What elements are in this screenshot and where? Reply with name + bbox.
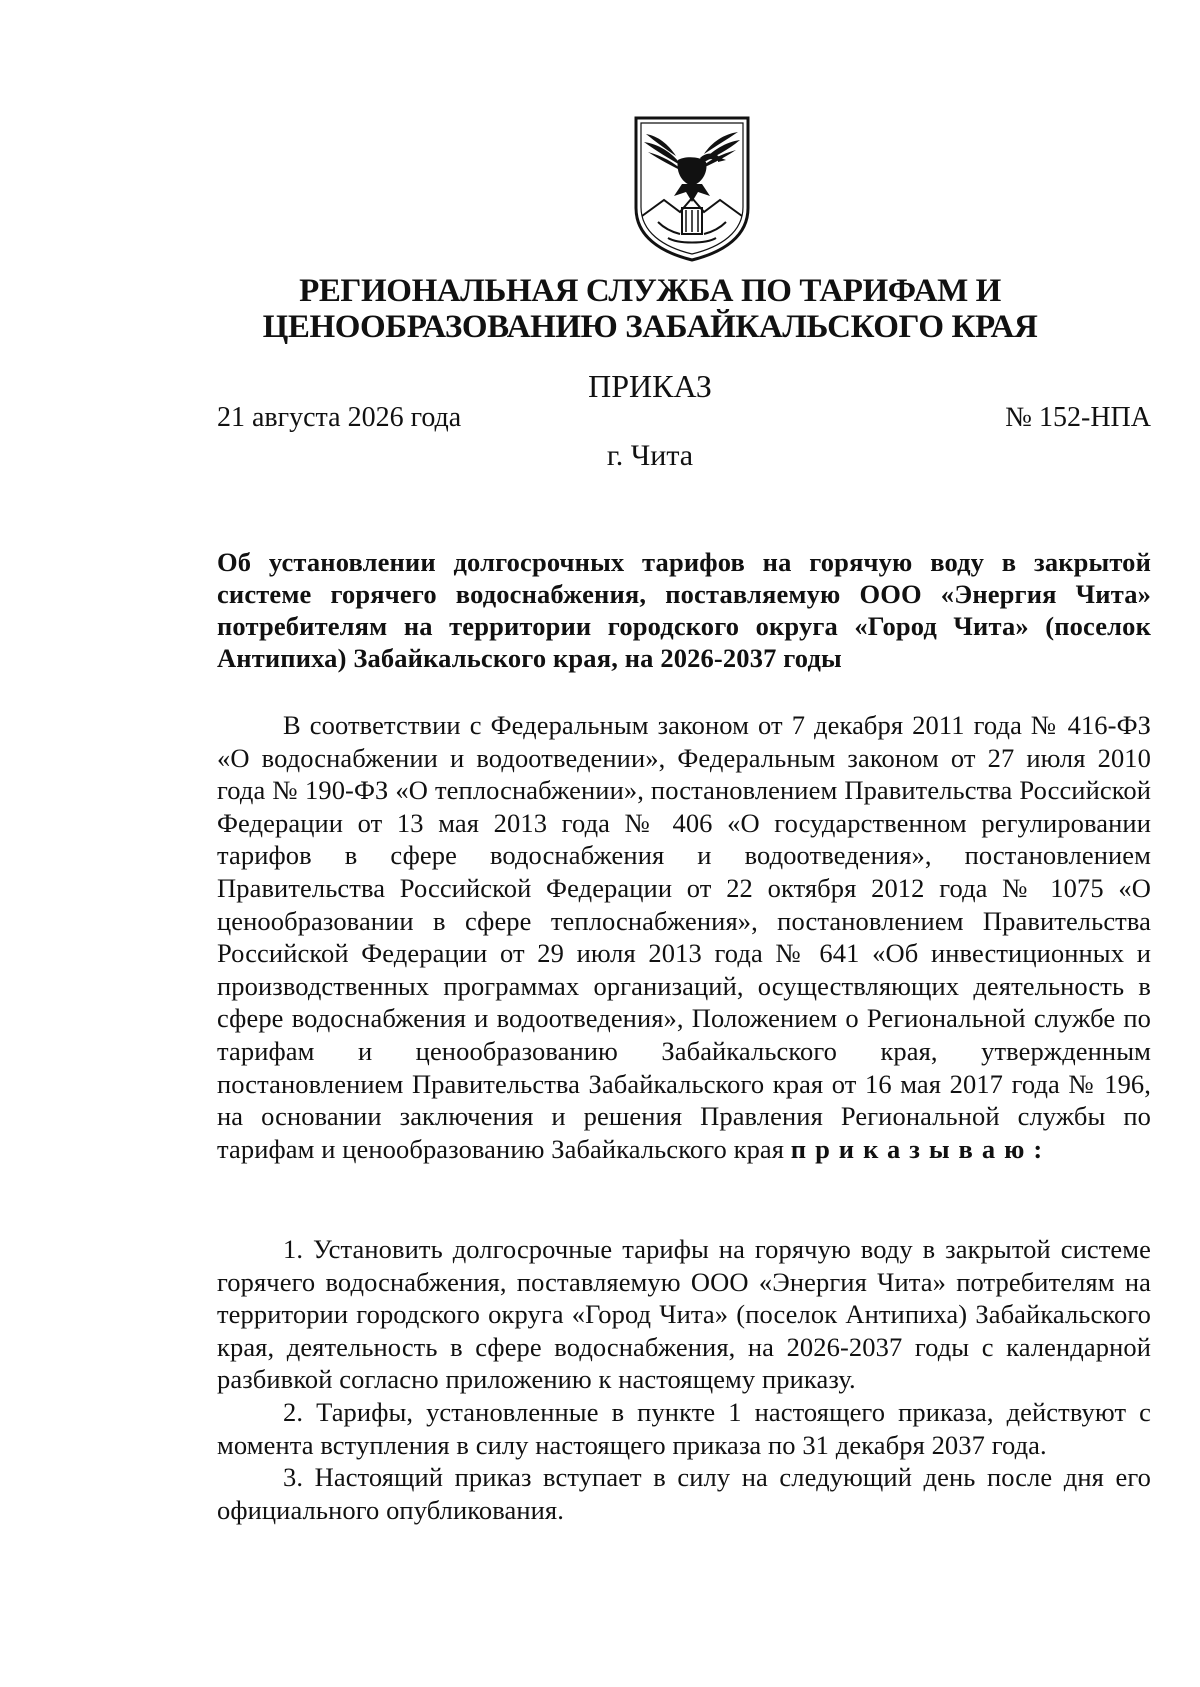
order-word: приказываю: <box>790 1133 1052 1164</box>
document-subject: Об установлении долгосрочных тарифов на горячую воду в закрытой системе горячего водоснабжения, поставляемую ООО «Энергия Чита» потребителям на территории городского округа «Город Чита» (поселок Антипиха) Забайкальского края, на 2026-2037 годы <box>217 547 1151 673</box>
preamble-text: В соответствии с Федеральным законом от 7 декабря 2011 года № 416-ФЗ «О водоснабжении и водоотведении», Федеральным законом от 27 июля 2010 года № 190-ФЗ «О теплоснабжении», постановлением Правительства Российской Федерации от 13 мая 2013 года № 406 «О государственном регулировании тарифов в сфере водоснабжения и водоотведения», постановлением Правительства Российской Федерации от 22 октября 2012 года № 1075 «О ценообразовании в сфере теплоснабжения», постановлением Правительства Российской Федерации от 29 июля 2013 года № 641 «Об инвестиционных и производственных программах организаций, осуществляющих деятельность в сфере водоснабжения и водоотведения», Положением о Региональной службе по тарифам и ценообразованию Забайкальского края, утвержденным постановлением Правительства Забайкальского края от 16 мая 2017 года № 196, на основании заключения и решения Правления Региональной службы по тарифам и ценообразованию Забайкальского края <box>217 710 1151 1164</box>
document-city: г. Чита <box>606 439 694 472</box>
order-item-2: 2. Тарифы, установленные в пункте 1 настоящего приказа, действуют с момента вступления в силу настоящего приказа по 31 декабря 2037 года. <box>217 1396 1151 1460</box>
order-item-1: 1. Установить долгосрочные тарифы на горячую воду в закрытой системе горячего водоснабжения, поставляемую ООО «Энергия Чита» потребителям на территории городского округа «Город Чита» (поселок Антипиха) Забайкальского края, деятельность в сфере водоснабжения, на 2026-2037 годы с календарной разбивкой согласно приложению к настоящему приказу. <box>217 1234 1151 1395</box>
document-date: 21 августа 2026 года <box>217 402 462 433</box>
order-item-3: 3. Настоящий приказ вступает в силу на следующий день после дня его официального опубликования. <box>217 1462 1151 1525</box>
document-number: № 152-НПА <box>1005 402 1151 433</box>
organization-title-line-2: ЦЕНООБРАЗОВАНИЮ ЗАБАЙКАЛЬСКОГО КРАЯ <box>262 309 1038 345</box>
coat-of-arms-icon <box>628 112 756 264</box>
organization-title-line-1: РЕГИОНАЛЬНАЯ СЛУЖБА ПО ТАРИФАМ И <box>299 273 1001 309</box>
document-type: ПРИКАЗ <box>588 368 712 404</box>
preamble-paragraph <box>217 709 1151 1165</box>
order-items <box>217 1233 1151 1526</box>
